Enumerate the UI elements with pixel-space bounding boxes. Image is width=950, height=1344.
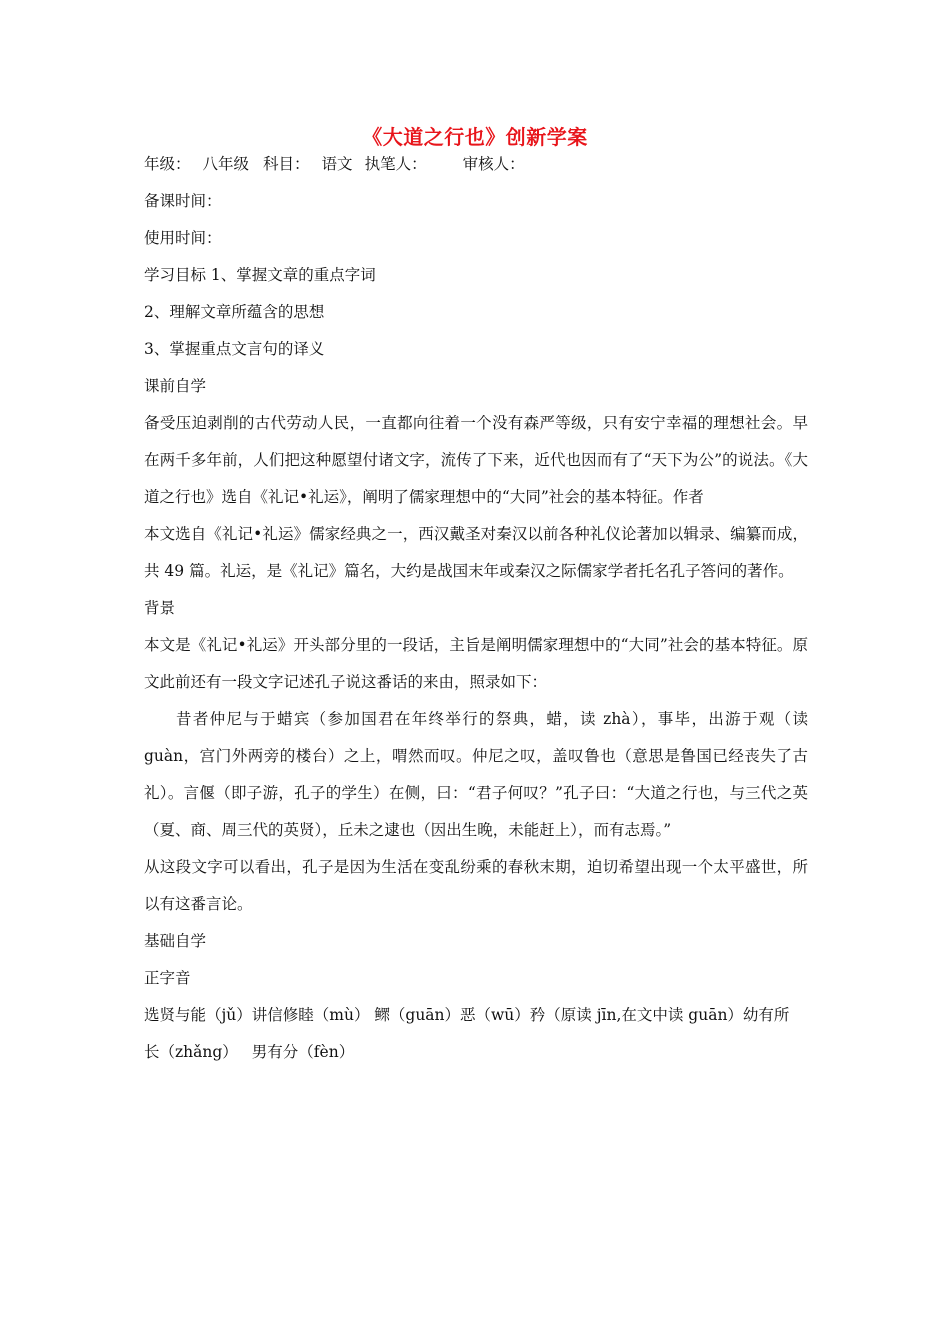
pronunciation-item: 男有分（fèn） [251, 1043, 355, 1061]
background-paragraph: 本文是《礼记•礼运》开头部分里的一段话，主旨是阐明儒家理想中的“大同”社会的基本特征。原文此前还有一段文字记述孔子说这番话的来由，照录如下： [144, 636, 808, 691]
subject-label: 科目： [263, 155, 310, 173]
preclass-paragraph: 备受压迫剥削的古代劳动人民，一直都向往着一个没有森严等级，只有安宁幸福的理想社会。早在两千多年前，人们把这种愿望付诸文字，流传了下来，近代也因而有了“天下为公”的说法。《大道之行也》选自《礼记•礼运》，阐明了儒家理想中的“大同”社会的基本特征。作者 [144, 414, 808, 506]
goal-item: 学习目标 1、掌握文章的重点字词 [144, 266, 376, 284]
basic-heading: 基础自学 [144, 932, 207, 950]
use-time-label: 使用时间： [144, 229, 222, 247]
goal-item: 2、理解文章所蕴含的思想 [144, 303, 325, 321]
writer-label: 执笔人： [364, 155, 427, 173]
pronunciation-heading: 正字音 [144, 969, 191, 987]
subject-value: 语文 [321, 155, 353, 173]
preclass-heading: 课前自学 [144, 377, 207, 395]
goal-item: 3、掌握重点文言句的译义 [144, 340, 325, 358]
background-heading: 背景 [144, 599, 176, 617]
pronunciation-item: 长（zhǎng） [144, 1043, 238, 1061]
summary-paragraph: 从这段文字可以看出，孔子是因为生活在变乱纷乘的春秋末期，迫切希望出现一个太平盛世，所以有这番言论。 [144, 858, 808, 913]
quote-paragraph: 昔者仲尼与于蜡宾（参加国君在年终举行的祭典，蜡，读 zhà），事毕，出游于观（读 guàn，宫门外两旁的楼台）之上，喟然而叹。仲尼之叹，盖叹鲁也（意思是鲁国已经丧失了古礼）。言偃（即子游，孔子的学生）在侧，曰：“君子何叹？”孔子曰：“大道之行也，与三代之英（夏、商、周三代的英贤），丘未之逮也（因出生晚，未能赶上），而有志焉。” [144, 710, 808, 839]
page-title: 《大道之行也》创新学案 [362, 125, 588, 149]
reviewer-label: 审核人： [462, 155, 525, 173]
grade-label: 年级： [144, 155, 191, 173]
meta-line [144, 150, 808, 178]
grade-value: 八年级 [202, 155, 250, 173]
pronunciation-line: 选贤与能（jǔ）讲信修睦（mù） 鳏（guān）恶（wū）矜（原读 jīn,在文中读 guān）幼有所 [144, 1006, 790, 1024]
author-paragraph: 本文选自《礼记•礼运》儒家经典之一，西汉戴圣对秦汉以前各种礼仪论著加以辑录、编纂而成，共 49 篇。礼运，是《礼记》篇名，大约是战国末年或秦汉之际儒家学者托名孔子答问的著作。 [144, 525, 808, 580]
prep-time-label: 备课时间： [144, 192, 222, 210]
pronunciation-line-2 [144, 1034, 808, 1071]
document-body [144, 150, 808, 1071]
